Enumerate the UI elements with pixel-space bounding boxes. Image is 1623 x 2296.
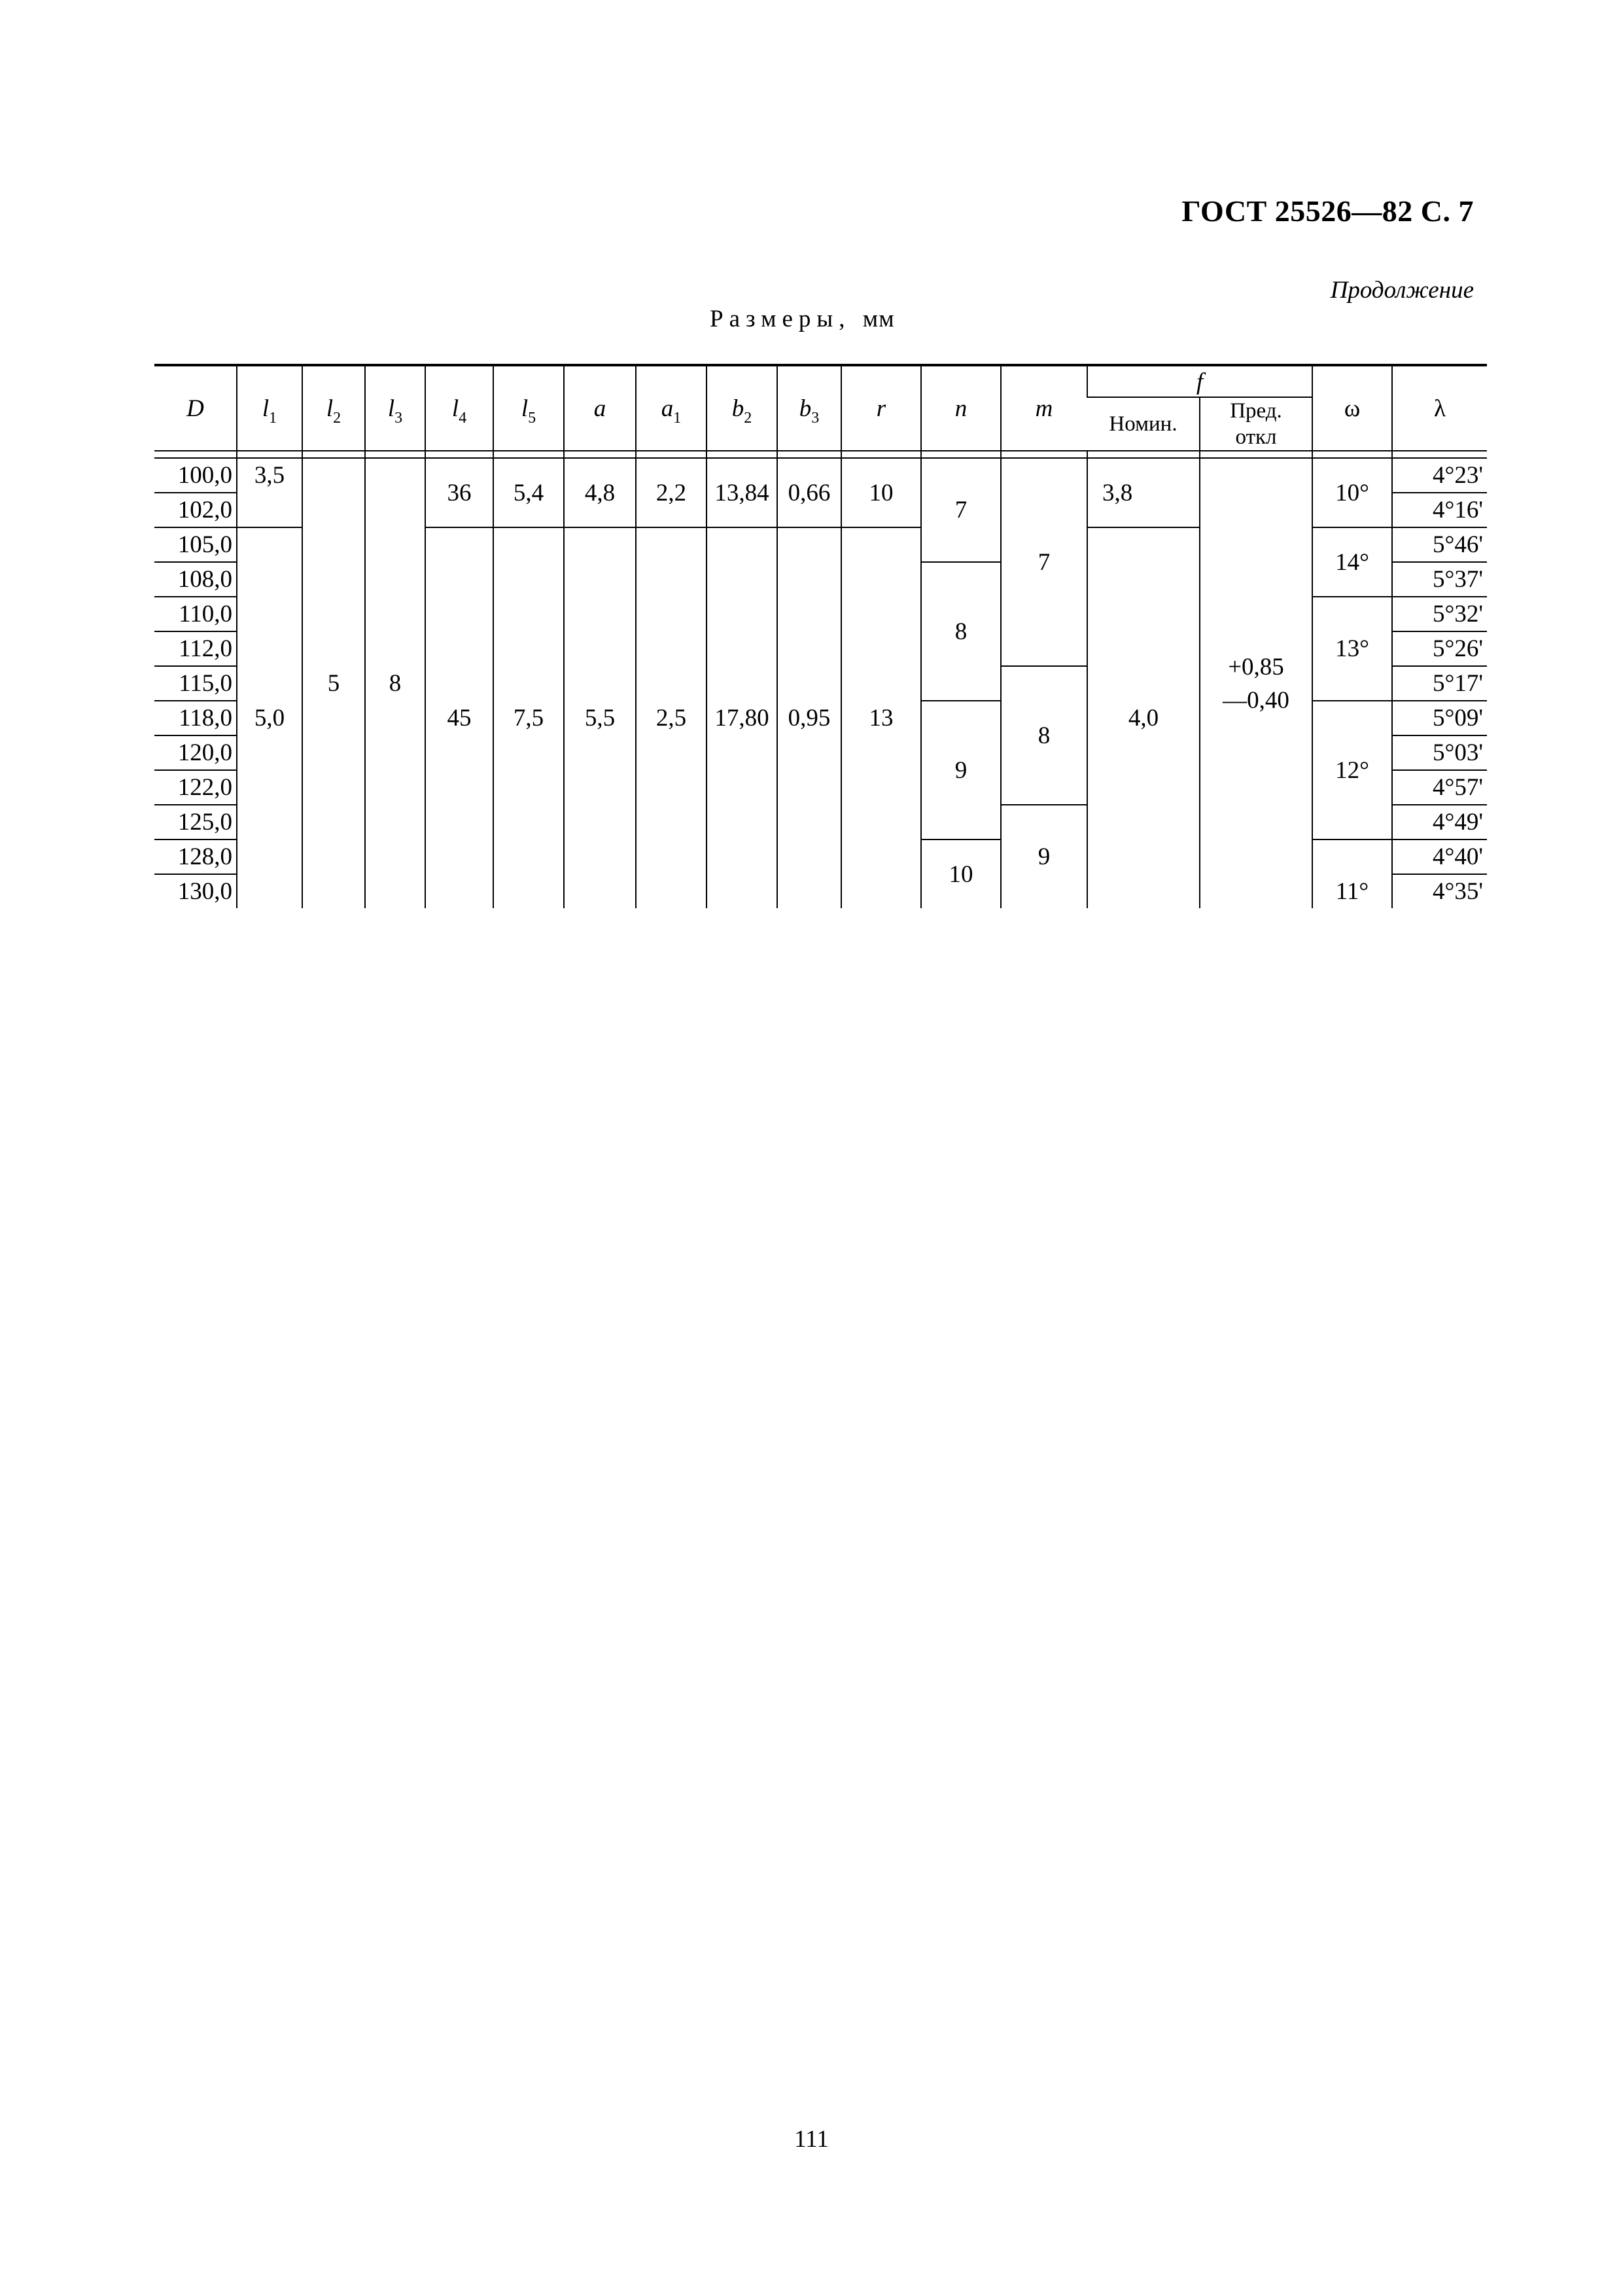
units-unit: мм bbox=[862, 306, 895, 332]
cell-D: 122,0 bbox=[154, 770, 237, 805]
cell-lambda: 5°26' bbox=[1392, 631, 1487, 666]
cell-l5: 5,4 bbox=[493, 458, 564, 527]
cell-l4: 36 bbox=[425, 458, 493, 527]
cell-lambda: 4°35' bbox=[1392, 874, 1487, 908]
cell-l4: 45 bbox=[425, 527, 493, 908]
cell-D: 118,0 bbox=[154, 701, 237, 735]
col-n: n bbox=[921, 365, 1001, 451]
col-l3: $l_3$ bbox=[365, 365, 425, 451]
col-l1: $l_1$ bbox=[237, 365, 302, 451]
col-f-nominal: Номин. bbox=[1087, 397, 1200, 451]
cell-l1: 3,5 bbox=[237, 458, 302, 527]
cell-D: 120,0 bbox=[154, 735, 237, 770]
cell-r: 10 bbox=[841, 458, 921, 527]
standard-reference: ГОСТ 25526—82 С. 7 bbox=[1181, 194, 1474, 228]
cell-lambda: 5°32' bbox=[1392, 597, 1487, 631]
cell-D: 108,0 bbox=[154, 562, 237, 597]
cell-b3: 0,66 bbox=[777, 458, 841, 527]
cell-l1: 5,0 bbox=[237, 527, 302, 908]
cell-a: 4,8 bbox=[564, 458, 636, 527]
col-a: a bbox=[564, 365, 636, 451]
cell-m: 7 bbox=[1001, 458, 1087, 666]
col-a1: $a_1$ bbox=[636, 365, 707, 451]
cell-n: 9 bbox=[921, 701, 1001, 839]
col-D: D bbox=[154, 365, 237, 451]
cell-D: 128,0 bbox=[154, 839, 237, 874]
cell-D: 130,0 bbox=[177, 878, 232, 905]
cell-m: 9 bbox=[1001, 805, 1087, 908]
cell-omega: 11° bbox=[1312, 839, 1392, 908]
cell-D: 125,0 bbox=[154, 805, 237, 839]
col-l4: $l_4$ bbox=[425, 365, 493, 451]
cell-D: 110,0 bbox=[154, 597, 237, 631]
cell-lambda: 4°57' bbox=[1392, 770, 1487, 805]
cell-D: 105,0 bbox=[154, 527, 237, 562]
cell-D: 102,0 bbox=[154, 493, 237, 527]
col-f: f bbox=[1087, 365, 1312, 397]
col-l2: $l_2$ bbox=[302, 365, 365, 451]
cell-lambda: 5°03' bbox=[1392, 735, 1487, 770]
col-r: r bbox=[841, 365, 921, 451]
cell-omega: 12° bbox=[1312, 701, 1392, 839]
cell-lambda: 5°46' bbox=[1392, 527, 1487, 562]
cell-a1: 2,2 bbox=[636, 458, 707, 527]
cell-omega: 13° bbox=[1312, 597, 1392, 701]
cell-a: 5,5 bbox=[564, 527, 636, 908]
cell-D: 112,0 bbox=[154, 631, 237, 666]
col-lambda: λ bbox=[1392, 365, 1487, 451]
continuation-label: Продолжение bbox=[1330, 277, 1474, 304]
cell-b2: 17,80 bbox=[707, 527, 777, 908]
cell-lambda: 5°37' bbox=[1392, 562, 1487, 597]
cell-r: 13 bbox=[841, 527, 921, 908]
col-l5: $l_5$ bbox=[493, 365, 564, 451]
cell-lambda: 5°17' bbox=[1392, 666, 1487, 701]
cell-f-nominal: 3,8 bbox=[1087, 458, 1200, 527]
cell-D: 100,0 bbox=[154, 458, 237, 493]
col-m: m bbox=[1001, 365, 1087, 451]
cell-D: 115,0 bbox=[154, 666, 237, 701]
cell-b2: 13,84 bbox=[707, 458, 777, 527]
cell-n: 7 bbox=[921, 458, 1001, 562]
cell-lambda: 4°49' bbox=[1392, 805, 1487, 839]
table-row bbox=[154, 458, 1487, 493]
cell-f-nominal: 4,0 bbox=[1087, 527, 1200, 908]
col-f-tolerance: Пред. откл bbox=[1200, 397, 1312, 451]
page-number: 111 bbox=[794, 2126, 829, 2153]
cell-n: 10 bbox=[921, 839, 1001, 908]
cell-lambda: 4°16' bbox=[1392, 493, 1487, 527]
cell-a1: 2,5 bbox=[636, 527, 707, 908]
col-omega: ω bbox=[1312, 365, 1392, 451]
cell-b3: 0,95 bbox=[777, 527, 841, 908]
col-b2: $b_2$ bbox=[707, 365, 777, 451]
cell-lambda: 4°40' bbox=[1392, 839, 1487, 874]
units-caption bbox=[710, 305, 895, 333]
cell-lambda: 5°09' bbox=[1392, 701, 1487, 735]
dimensions-table bbox=[154, 364, 1487, 908]
cell-f-tolerance: +0,85 —0,40 bbox=[1200, 458, 1312, 908]
cell-l2: 5 bbox=[302, 458, 365, 908]
col-b3: $b_3$ bbox=[777, 365, 841, 451]
cell-l3: 8 bbox=[365, 458, 425, 908]
cell-omega: 14° bbox=[1312, 527, 1392, 597]
units-word: Размеры, bbox=[710, 306, 851, 332]
cell-m: 8 bbox=[1001, 666, 1087, 805]
cell-l5: 7,5 bbox=[493, 527, 564, 908]
cell-n: 8 bbox=[921, 562, 1001, 701]
cell-lambda: 4°23' bbox=[1392, 458, 1487, 493]
cell-omega: 10° bbox=[1312, 458, 1392, 527]
